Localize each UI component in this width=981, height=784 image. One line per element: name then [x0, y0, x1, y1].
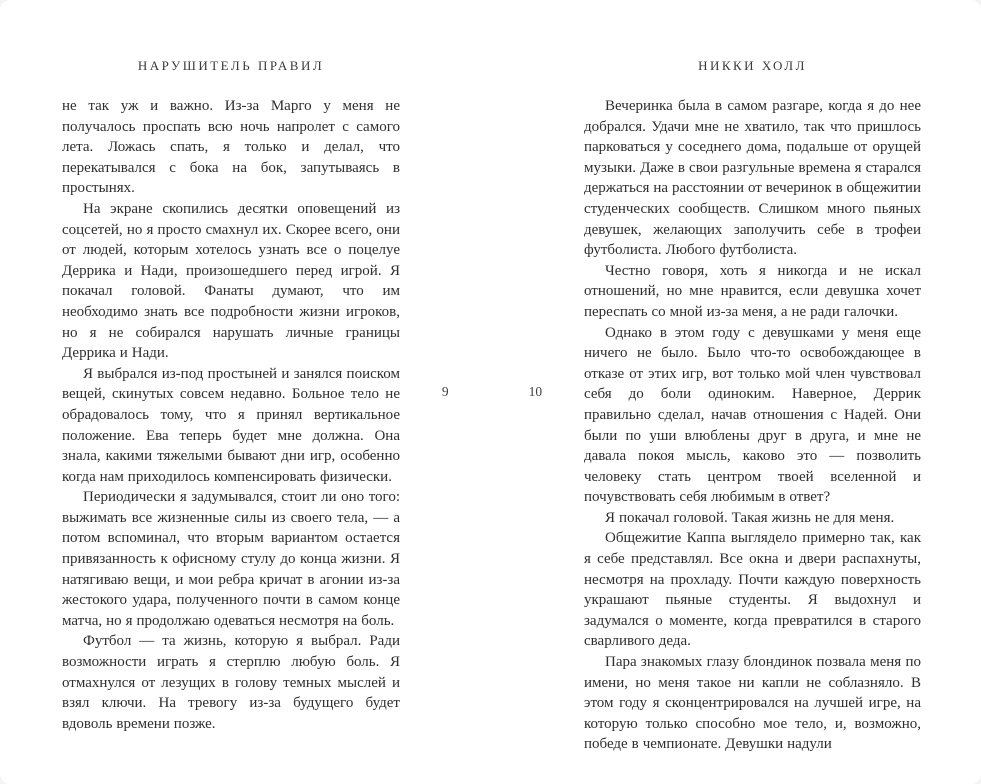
- paragraph: Вечеринка была в самом разгаре, когда я до нее добрался. Удачи мне не хватило, так что пришлось парковаться у соседнего дома, подальше от орущей музыки. Даже в свои разгульные времена я старался держаться на расстоянии от вечеринок в общежитии студенческих сообществ. Слишком много пьяных девушек, желающих заполучить себе в трофеи футболиста. Любого футболиста.: [584, 98, 921, 259]
- paragraph: не так уж и важно. Из-за Марго у меня не получалось проспать всю ночь напролет с самого лета. Ложась спать, я только и делал, что перекатывался с бока на бок, запутываясь в простынях.: [62, 98, 400, 197]
- paragraph: Пара знакомых глазу блондинок позвала меня по имени, но меня такое ни капли не соблазняло. В этом году я сконцентрировался на лучшей игре, на которую только способно мое тело, и, возможно, победе в чемпионате. Девушки надули: [584, 654, 921, 753]
- running-header-left: НАРУШИТЕЛЬ ПРАВИЛ: [137, 58, 325, 73]
- page-body-right: [584, 96, 921, 755]
- page-right: [584, 58, 921, 784]
- running-header-right: НИККИ ХОЛЛ: [698, 58, 807, 73]
- paragraph: На экране скопились десятки оповещений из соцсетей, но я просто смахнул их. Скорее всего, они от людей, которым хотелось узнать все о поцелуе Деррика и Нади, произошедшего перед игрой. Я покачал головой. Фанаты думают, что им необходимо знать все подробности жизни игроков, но я не собирался нарушать личные границы Деррика и Нади.: [62, 200, 400, 362]
- paragraph: Футбол — та жизнь, которую я выбрал. Ради возможности играть я стерплю любую боль. Я отмахнулся от лезущих в голову темных мыслей и взял ключи. На тревогу из-за будущего будет вдоволь времени позже.: [62, 633, 400, 732]
- page-body-left: [62, 96, 400, 734]
- paragraph: Однако в этом году с девушками у меня еще ничего не было. Было что-то освобождающее в отказе от этих игр, вот только мой член чувствовал себя до боли одиноким. Наверное, Деррик правильно сделал, начав отношения с Надей. Они были по уши влюблены друг в друга, и мне не давала покоя мысль, каково это — позволить человеку стать центром твоей вселенной и почувствовать себя любимым в ответ?: [584, 324, 921, 506]
- paragraph: Я выбрался из-под простыней и занялся поиском вещей, скинутых совсем недавно. Больное тело не обрадовалось тому, что я принял вертикальное положение. Ева теперь будет мне должна. Она знала, какими тяжелыми бывают дни игр, особенно когда нам приходилось компенсировать физически.: [62, 365, 400, 485]
- page-left: [62, 58, 400, 784]
- page-number-right: 10: [528, 384, 543, 399]
- paragraph: Я покачал головой. Такая жизнь не для меня.: [605, 509, 895, 526]
- paragraph: Общежитие Каппа выглядело примерно так, как я себе представлял. Все окна и двери распахнуты, несмотря на прохладу. Почти каждую поверхность украшают пьяные студенты. Я выдохнул и задумался о моменте, когда превратился в старого сварливого деда.: [584, 530, 921, 650]
- page-gutter: [400, 0, 584, 784]
- paragraph: Честно говоря, хоть я никогда и не искал отношений, но мне нравится, если девушка хочет переспать со мной из-за меня, а не ради галочки.: [584, 262, 921, 320]
- page-number-left: 9: [441, 384, 449, 399]
- paragraph: Периодически я задумывался, стоит ли оно того: выжимать все жизненные силы из своего тела, — а потом вспоминал, что вторым вариантом остается привязанность к офисному стулу до конца жизни. Я натягиваю вещи, и мои ребра кричат в агонии из-за жестокого удара, полученного почти в самом конце матча, но я продолжаю одеваться несмотря на боль.: [62, 489, 400, 629]
